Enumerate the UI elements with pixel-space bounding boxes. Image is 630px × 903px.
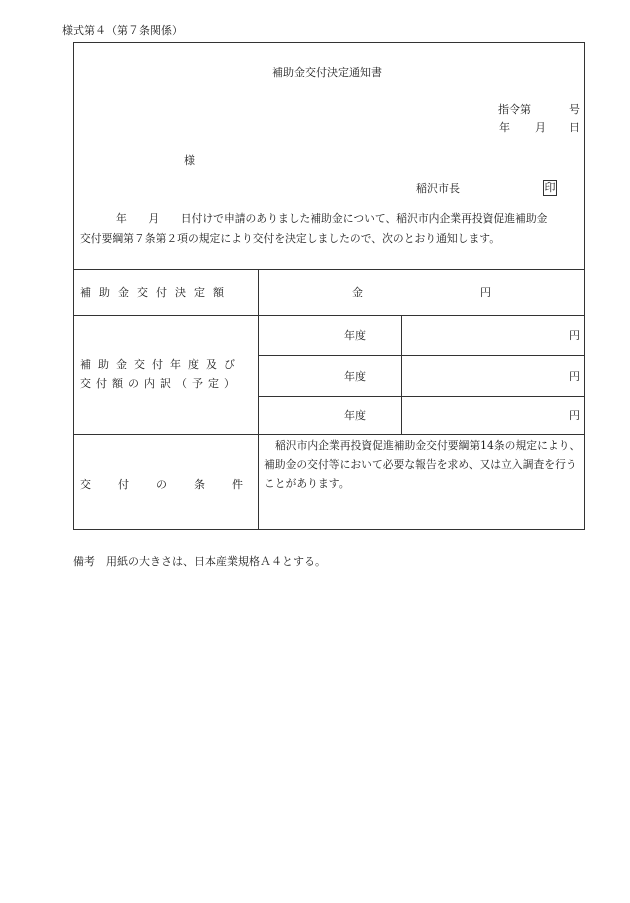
note-label: 備考 xyxy=(73,555,95,568)
grant-amount-label: 補助金交付決定額 xyxy=(80,286,232,299)
fiscal-row-border xyxy=(258,355,585,356)
conditions-label: 交付の条件 xyxy=(80,478,270,491)
amount-prefix: 金 xyxy=(352,286,363,299)
form-reference: 様式第４（第７条関係） xyxy=(62,24,183,37)
issuer-name: 稲沢市長 xyxy=(416,182,460,195)
document-title: 補助金交付決定通知書 xyxy=(272,66,382,79)
note-text: 用紙の大きさは、日本産業規格Ａ４とする。 xyxy=(106,555,326,568)
breakdown-label-line-2: 交付額の内訳（予定） xyxy=(80,377,240,390)
fiscal-row-border xyxy=(258,396,585,397)
day-label: 日 xyxy=(569,121,580,134)
table-row-border xyxy=(73,315,585,316)
fiscal-yen-label: 円 xyxy=(569,329,580,342)
breakdown-label-line-1: 補助金交付年度及び xyxy=(80,358,242,371)
fiscal-year-label: 年度 xyxy=(344,329,366,342)
table-top-border xyxy=(73,269,585,270)
fiscal-year-label: 年度 xyxy=(344,370,366,383)
addressee-suffix: 様 xyxy=(184,154,195,167)
conditions-text: 稲沢市内企業再投資促進補助金交付要綱第14条の規定により、補助金の交付等において必要な報告を求め、又は立入調査を行うことがあります。 xyxy=(264,439,581,490)
fiscal-yen-label: 円 xyxy=(569,409,580,422)
fiscal-column-divider xyxy=(401,315,402,434)
fiscal-year-label: 年度 xyxy=(344,409,366,422)
number-label: 号 xyxy=(569,103,580,116)
table-row-border xyxy=(73,434,585,435)
body-line-2: 交付要綱第７条第２項の規定により交付を決定しましたので、次のとおり通知します。 xyxy=(80,232,500,245)
year-label: 年 xyxy=(499,121,510,134)
directive-label: 指令第 xyxy=(498,103,531,116)
seal-mark: 印 xyxy=(544,181,556,194)
amount-suffix: 円 xyxy=(480,286,491,299)
fiscal-yen-label: 円 xyxy=(569,370,580,383)
body-line-1: 年 月 日付けで申請のありました補助金について、稲沢市内企業再投資促進補助金 xyxy=(116,212,548,225)
month-label: 月 xyxy=(535,121,546,134)
